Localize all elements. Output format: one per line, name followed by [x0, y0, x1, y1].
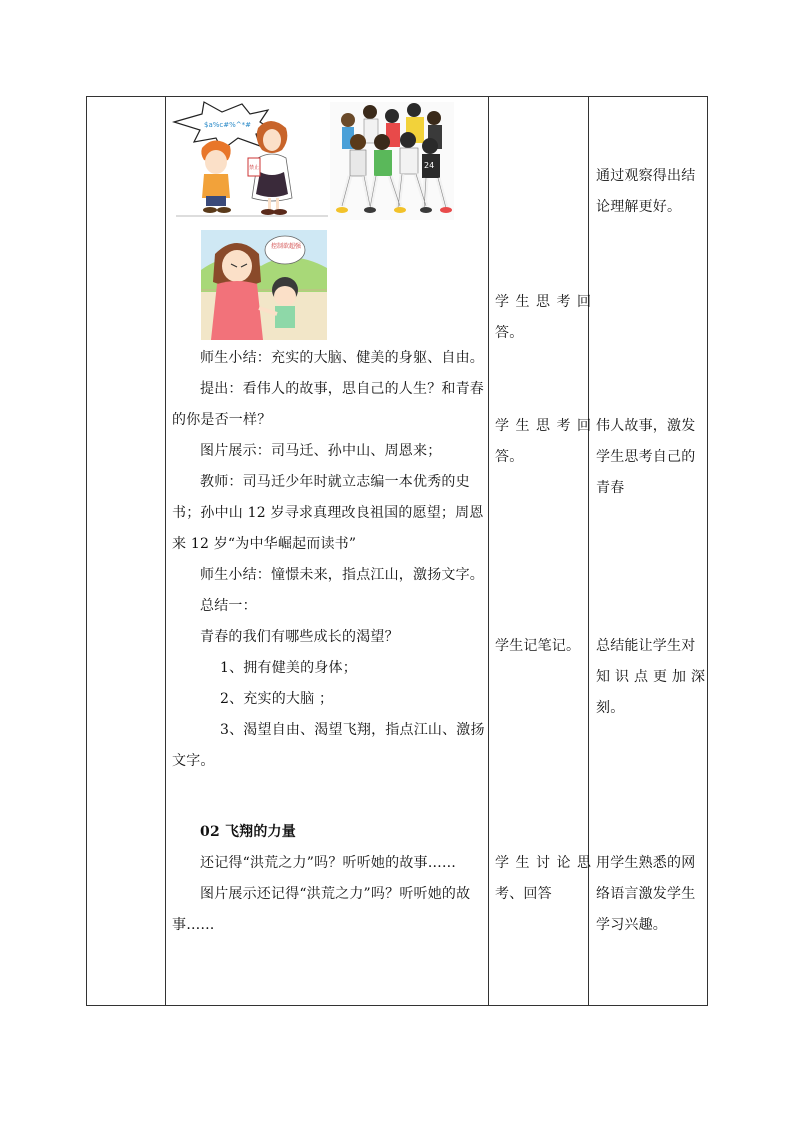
text-line: 师生小结：充实的大脑、健美的身躯、自由。 [200, 350, 484, 366]
text-line: 还记得“洪荒之力”吗？听听她的故事…… [200, 855, 457, 871]
text-line: 1、拥有健美的身体； [220, 660, 357, 676]
teacher-activity-cell-2 [172, 817, 484, 941]
text-line: 论理解更好。 [596, 199, 682, 215]
text-line: 刻。 [596, 700, 625, 716]
text-line: 学生讨论思 [495, 855, 598, 871]
student-activity-4 [495, 848, 598, 910]
text-line: 图片展示：司马迁、孙中山、周恩来； [200, 443, 442, 459]
illustration-running-kids [330, 102, 454, 220]
speech-bubble-2-text: 控制欲超强 [271, 243, 302, 250]
text-line: 总结一： [200, 598, 257, 614]
text-line: 学生思考回 [495, 294, 598, 310]
text-line: 来 12 岁“为中华崛起而读书” [172, 536, 357, 552]
text-line: 3、渴望自由、渴望飞翔，指点江山、激扬 [220, 722, 485, 738]
text-line: 络语言激发学生 [596, 886, 696, 902]
illustration-controlling-mother [201, 230, 327, 340]
student-activity-1 [495, 287, 598, 349]
text-line: 学生思考回 [495, 418, 598, 434]
text-line: 总结能让学生对 [596, 638, 696, 654]
text-line: 师生小结：憧憬未来，指点江山，激扬文字。 [200, 567, 484, 583]
text-line: 答。 [495, 325, 524, 341]
text-line: 书；孙中山 12 岁寻求真理改良祖国的愿望；周恩 [172, 505, 484, 521]
design-intent-3 [596, 631, 710, 724]
text-line: 通过观察得出结 [596, 168, 696, 184]
section-heading: 02 飞翔的力量 [200, 824, 296, 840]
column-divider [165, 96, 166, 1006]
text-line: 青春 [596, 480, 625, 496]
student-activity-2 [495, 411, 598, 473]
text-line: 教师：司马迁少年时就立志编一本优秀的史 [200, 474, 470, 490]
text-line: 的你是否一样？ [172, 412, 272, 428]
illustration-angry-mother [172, 100, 332, 218]
angry-mother-drawing [172, 100, 332, 218]
controlling-mother-drawing [201, 230, 327, 340]
text-line: 文字。 [172, 753, 215, 769]
jersey-number: 24 [424, 161, 435, 170]
text-line: 青春的我们有哪些成长的渴望？ [200, 629, 399, 645]
text-line: 2、充实的大脑 ； [220, 691, 334, 707]
text-line: 图片展示还记得“洪荒之力”吗？听听她的故 [200, 886, 471, 902]
text-line: 提出：看伟人的故事，思自己的人生？和青春 [200, 381, 484, 397]
column-divider [488, 96, 489, 1006]
speech-bubble-text: $a%c#%^*# [204, 121, 251, 129]
text-line: 用学生熟悉的网 [596, 855, 696, 871]
student-activity-3 [495, 631, 587, 662]
design-intent-2 [596, 411, 706, 504]
text-line: 学习兴趣。 [596, 917, 667, 933]
text-line: 学生记笔记。 [495, 638, 581, 654]
teacher-activity-cell [172, 343, 484, 777]
text-line: 考、回答 [495, 886, 552, 902]
running-kids-drawing [330, 102, 454, 220]
design-intent-1 [596, 161, 706, 223]
sign-text: 禁止 [249, 165, 260, 171]
text-line: 事…… [172, 917, 215, 933]
text-line: 答。 [495, 449, 524, 465]
text-line: 伟人故事，激发 [596, 418, 696, 434]
text-line: 知识点更加深 [596, 669, 710, 685]
text-line: 学生思考自己的 [596, 449, 696, 465]
design-intent-4 [596, 848, 706, 941]
